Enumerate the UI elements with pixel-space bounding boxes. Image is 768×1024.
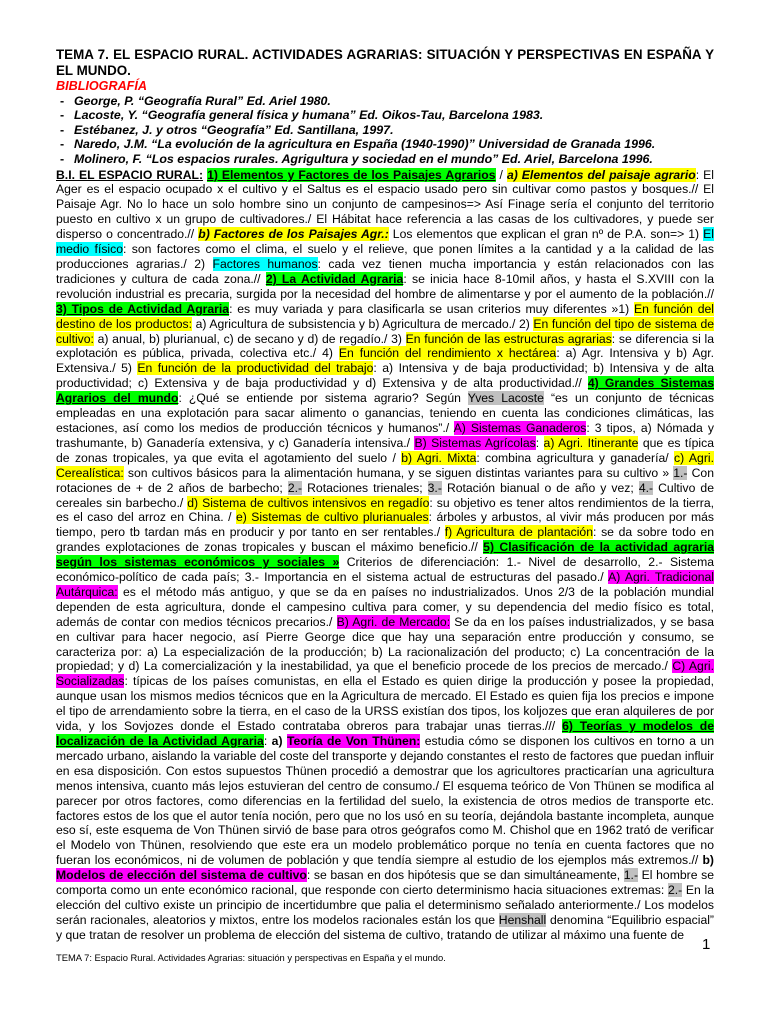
highlight-gray: 1.- — [623, 868, 639, 883]
body-text-run: En la elección del cultivo existe un principio de incertidumbre que palia el determinismo señalado anteriormente./ Los modelos serán racionales, aleatorios y mixtos, entre los modelos racionales están los que — [56, 883, 714, 927]
body-text-run: Se da en los países industrializados, y se basa en cultivar para hacer negocio, así Pierre George dice que hay una separación entre producción y consumo, se caracteriza por: a) La especialización de la producción; b) La racionalización del producto; c) La concentración de la propiedad; y d) La comercialización y la inestabilidad, ya que el beneficio procede de los precios de mercado./ — [56, 614, 715, 674]
body-text-run: : es muy variada y para clasificarla se usan criterios muy diferentes »1) — [229, 301, 634, 316]
body-text-run: Con rotaciones de + de 2 años de barbecho; — [56, 465, 714, 495]
highlight-yellow: c) Agri. Cerealística: — [56, 450, 714, 480]
body-text-run: : se inicia hace 8-10mil años, y hasta el S.XVIII con la revolución industrial es precaria, surgida por la necesidad del hombre de alimentarse y por el aumento de la población.// — [56, 271, 714, 301]
highlight-yellow: a) Agri. Itinerante — [543, 435, 639, 450]
body-text-run: “es un conjunto de técnicas empleadas en una explotación para sacar alimento o ganancias, teniendo en cuenta las condiciones climáticas, las estaciones, así como los medios de producción técnicos y humanos”./ — [56, 391, 715, 435]
highlight-yellow: a) Elementos del paisaje agrario — [506, 167, 696, 182]
body-text-run: a) — [271, 734, 287, 748]
highlight-yellow: En función del rendimiento x hectárea — [338, 346, 557, 361]
body-text-run: Cultivo de cereales sin barbecho./ — [56, 480, 714, 510]
highlight-cyan: Factores humanos — [212, 257, 318, 271]
body-text-run: / — [495, 167, 507, 182]
section-heading: 2) La Actividad Agraria — [265, 271, 404, 286]
body-text-run: denomina “Equilibrio espacial” y que tratan de resolver un problema de elección del sistema de cultivo, tratando de utilizar al máximo una fuente de — [56, 912, 714, 942]
body-text — [56, 168, 714, 943]
highlight-gray: 2.- — [667, 883, 683, 898]
body-text-run: : se basan en dos hipótesis que se dan simultáneamente, — [306, 868, 624, 883]
highlight-magenta: Modelos de elección del sistema de cultivo — [56, 868, 307, 883]
highlight-yellow: f) Agricultura de plantación — [444, 525, 593, 540]
body-text-run: : árboles y arbustos, al vivir más producen por más tiempo, pero tb tardan más en producir y por tanto en ser rentables./ — [56, 510, 714, 540]
highlight-gray: Henshall — [498, 912, 547, 927]
bibliography-item: - Naredo, J.M. “La evolución de la agricultura en España (1940-1990)” Universidad de Granada 1996. — [56, 137, 714, 152]
body-text-run: Rotación bianual o de año y vez; — [441, 480, 639, 495]
body-text-run: : típicas de los países comunistas, en ella el Estado es quien dirige la producción y posee la propiedad, aunque usan los mismos medios técnicos que en la Agricultura de mercado. El Estado es quien fija los precios e impone el tipo de arrendamiento sobre la tierra, en el caso de la URSS existían dos tipos, los koljozes que eran alquileres de por vida, y los Sovjozes donde el Estado contrataba obreros para trabajar unas tierras./// — [56, 674, 714, 734]
bibliography-list — [56, 94, 714, 167]
body-text-run: a) Agricultura de subsistencia y b) Agricultura de mercado./ 2) — [192, 316, 534, 331]
body-text-run: que es típica de zonas tropicales, ya que evita el agotamiento del suelo / — [56, 435, 714, 465]
body-text-run: : su objetivo es tener altos rendimientos de la tierra, es el caso del arroz en China. / — [56, 495, 714, 525]
highlight-magenta: B) Agri. de Mercado: — [336, 614, 451, 629]
page-number: 1 — [702, 936, 711, 953]
body-text-run: : El Ager es el espacio ocupado x el cultivo y el Saltus es el espacio usado pero sin cultivar como pastos y bosques.// El Paisaje Agr. No lo hace un solo hombre sino un conjunto de campesinos=> Así Finage sería el conjunto del territorio puesto en cultivo x un grupo de cultivadores./ El Hábitat hace referencia a las casas de los cultivadores, y puede ser disperso o concentrado.// — [56, 167, 714, 242]
body-text-run: El hombre se comporta como un ente económico racional, que responde con cierto determinismo hacia situaciones extremas: — [56, 868, 714, 898]
body-text-run: : ¿Qué se entiende por sistema agrario? Según — [178, 391, 468, 406]
body-text-run: Los elementos que explican el gran nº de P.A. son=> 1) — [388, 227, 704, 242]
highlight-yellow: En función del tipo de sistema de cultivo: — [56, 316, 714, 346]
highlight-yellow: b) Factores de los Paisajes Agr.: — [198, 227, 389, 242]
highlight-magenta: Teoría de Von Thünen: — [286, 734, 421, 748]
document-title: TEMA 7. EL ESPACIO RURAL. ACTIVIDADES AGRARIAS: SITUACIÓN Y PERSPECTIVAS EN ESPAÑA Y EL MUNDO. — [56, 47, 714, 78]
body-text-run: : se da sobre todo en grandes explotaciones de zonas tropicales y buscan el máximo beneficio.// — [56, 525, 714, 555]
bibliography-item: - Molinero, F. “Los espacios rurales. Agrigultura y sociedad en el mundo” Ed. Ariel, Barcelona 1996. — [56, 152, 714, 167]
body-text-run: : cada vez tienen mucha importancia y están relacionados con las tradiciones y cultura de cada zona.// — [56, 257, 714, 286]
bibliography-heading: BIBLIOGRAFÍA — [56, 79, 147, 93]
section-heading: 5) Clasificación de la actividad agraria según los sistemas económicos y sociales » — [56, 540, 714, 570]
highlight-yellow: En función de las estructuras agrarias — [405, 331, 612, 346]
highlight-gray: 4.- — [638, 480, 654, 495]
body-text-run: es el método más antiguo, y que se da en países no industrializados. Unos 2/3 de la población mundial dependen de esta agricultura, donde el campesino cultiva para comer, y su dependencia del medio físico es total, además de contar con medios técnicos precarios./ — [56, 584, 714, 629]
highlight-magenta: B) Sistemas Agrícolas — [414, 435, 536, 450]
body-text-run: : a) Agr. Intensiva y b) Agr. Extensiva./ 5) — [56, 346, 714, 376]
body-text-run: estudia cómo se disponen los cultivos en torno a un mercado urbano, aislando la variable del coste del transporte y dejando constantes el resto de factores que puedan influir en esa disposición. Con estos supuestos Thünen procedió a demostrar que los agricultores practicarían una agricultura menos intensiva, cuanto más lejos estuvieran del centro de consumo./ El esquema teórico de Von Thünen se modifica al parecer por otros factores, como diferencias en la fertilidad del suelo, la existencia de otros medios de transporte etc. factores estos de los que el autor tenía noción, pero que no los usó en su teoría, dejándola bastante incompleta, aunque eso sí, este esquema de Von Thünen sirvió de base para otros geógrafos como M. Chishol que en 1962 trató de verificar el Modelo von Thünen, resolviendo que este era un modelo problemático porque no tenía en cuenta factores que no fueran los económicos, ni de volumen de población y que tendía siempre al estudio de los ejemplos más extremos.// — [56, 734, 714, 868]
highlight-gray: 2.- — [287, 480, 303, 495]
highlight-yellow: d) Sistema de cultivos intensivos en regadío — [187, 495, 430, 510]
highlight-gray: 1.- — [673, 465, 688, 480]
bibliography-item: - George, P. “Geografía Rural” Ed. Ariel 1980. — [56, 94, 714, 109]
body-text-run: Rotaciones trienales; — [302, 480, 428, 495]
body-text-run: Criterios de diferenciación: 1.- Nivel de desarrollo, 2.- Sistema económico-político de cada país; 3.- Importancia en el sistema actual de estructuras del pasado./ — [56, 555, 715, 585]
body-text-run: : combina agricultura y ganadería/ — [476, 450, 675, 465]
section-heading: 6) Teorías y modelos de localización de la Actividad Agraria — [56, 719, 714, 748]
highlight-cyan: El medio físico — [56, 227, 714, 257]
body-text-run: : 3 tipos, a) Nómada y trashumante, b) Ganadería extensiva, y c) Ganadería intensiva./ — [56, 420, 714, 450]
highlight-gray: 3.- — [427, 480, 442, 495]
highlight-yellow: En función de la productividad del trabajo — [137, 361, 374, 376]
document-page — [56, 47, 714, 943]
highlight-yellow: e) Sistemas de cultivo plurianuales — [236, 510, 429, 525]
highlight-gray: Yves Lacoste — [467, 391, 544, 406]
body-text-run: : a) Intensiva y de baja productividad; b) Intensiva y de alta productividad; c) Extensiva y de baja productividad y d) Extensiva y de alta productividad.// — [56, 361, 714, 391]
highlight-yellow: b) Agri. Mixta — [401, 450, 477, 465]
bibliography-item: - Estébanez, J. y otros “Geografía” Ed. Santillana, 1997. — [56, 123, 714, 138]
body-text-run: : son factores como el clima, el suelo y el relieve, que ponen límites a la cantidad y a la calidad de las producciones agrarias./ 2) — [56, 242, 714, 271]
section-heading: 3) Tipos de Actividad Agraria — [56, 301, 230, 316]
highlight-magenta: C) Agri. Socializadas — [56, 659, 714, 689]
highlight-yellow: En función del destino de los productos: — [56, 301, 714, 331]
body-text-run: b) — [702, 853, 714, 868]
highlight-magenta: A) Sistemas Ganaderos — [453, 420, 587, 435]
page-footer: TEMA 7: Espacio Rural. Actividades Agrarias: situación y perspectivas en España y el mundo. — [56, 952, 446, 963]
body-text-run: a) anual, b) plurianual, c) de secano y d) de regadío./ 3) — [93, 331, 406, 346]
body-text-run: : — [535, 435, 544, 450]
section-heading: 4) Grandes Sistemas Agrarios del mundo — [56, 376, 714, 406]
bibliography-item: - Lacoste, Y. “Geografía general física y humana” Ed. Oikos-Tau, Barcelona 1983. — [56, 108, 714, 123]
body-text-run: B.I. EL ESPACIO RURAL: — [56, 167, 204, 182]
highlight-magenta: A) Agri. Tradicional Autárquica: — [56, 570, 714, 599]
body-text-run: son cultivos básicos para la alimentación humana, y se siguen distintas variantes para su cultivo » — [123, 465, 674, 480]
body-text-run: : — [263, 734, 272, 748]
section-heading: 1) Elementos y Factores de los Paisajes Agrarios — [207, 167, 496, 182]
body-text-run: : se diferencia si la explotación es pública, privada, colectiva etc./ 4) — [56, 331, 714, 361]
